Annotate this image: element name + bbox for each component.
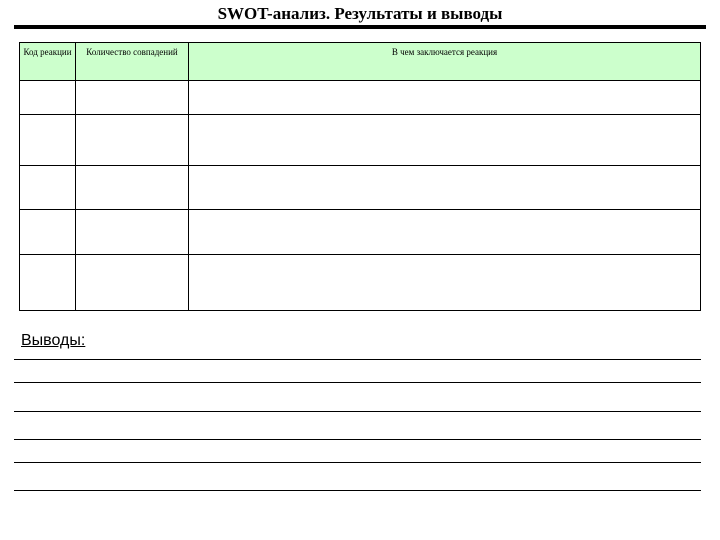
cell-count[interactable]: [76, 166, 189, 210]
conclusion-writing-line[interactable]: [14, 359, 701, 360]
table-row: [20, 166, 701, 210]
cell-code[interactable]: [20, 81, 76, 115]
cell-code[interactable]: [20, 115, 76, 166]
conclusion-writing-line[interactable]: [14, 439, 701, 440]
table-row: [20, 255, 701, 311]
cell-code[interactable]: [20, 166, 76, 210]
title-underline: [14, 25, 706, 29]
cell-description[interactable]: [189, 210, 701, 255]
table-header-row: [20, 43, 701, 81]
cell-description[interactable]: [189, 166, 701, 210]
cell-description[interactable]: [189, 81, 701, 115]
cell-count[interactable]: [76, 255, 189, 311]
cell-count[interactable]: [76, 210, 189, 255]
header-match-count: Количество совпадений: [76, 43, 189, 81]
conclusion-writing-line[interactable]: [14, 382, 701, 383]
header-reaction-code: Код реакции: [20, 43, 76, 81]
conclusion-writing-line[interactable]: [14, 490, 701, 491]
table-row: [20, 81, 701, 115]
cell-description[interactable]: [189, 115, 701, 166]
conclusions-label: Выводы:: [21, 332, 86, 349]
cell-description[interactable]: [189, 255, 701, 311]
page-title: SWOT-анализ. Результаты и выводы: [217, 4, 503, 23]
conclusion-writing-line[interactable]: [14, 411, 701, 412]
cell-code[interactable]: [20, 210, 76, 255]
cell-count[interactable]: [76, 115, 189, 166]
results-table: [19, 42, 701, 311]
cell-count[interactable]: [76, 81, 189, 115]
header-reaction-description: В чем заключается реакция: [189, 43, 701, 81]
table-row: [20, 210, 701, 255]
cell-code[interactable]: [20, 255, 76, 311]
conclusion-writing-line[interactable]: [14, 462, 701, 463]
table-row: [20, 115, 701, 166]
